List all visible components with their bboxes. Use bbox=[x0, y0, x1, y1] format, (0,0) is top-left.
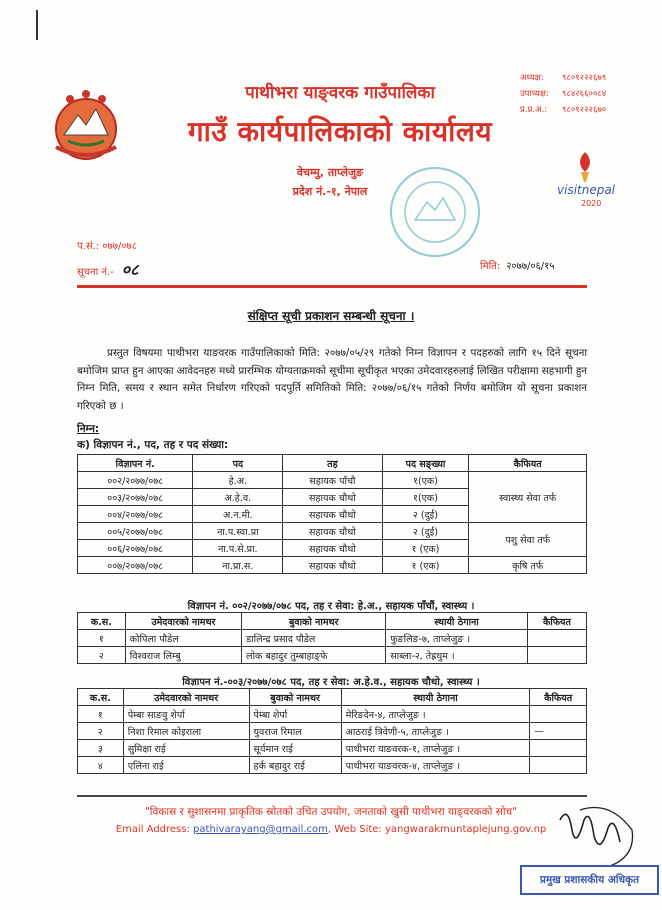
designation-stamp: प्रमुख प्रशासकीय अधिकृत bbox=[520, 865, 659, 895]
candidates-table-002 bbox=[77, 612, 587, 664]
header-divider bbox=[77, 285, 587, 288]
section-ka-heading: क) विज्ञापन नं., पद, तह र पद संख्या: bbox=[77, 439, 229, 451]
visit-nepal-logo bbox=[555, 150, 625, 210]
table-header-row: क.स. उमेदवारको नामथर बुवाको नामथर स्थायी ठेगाना कैफियत bbox=[78, 613, 587, 630]
footer-contact: Email Address: pathivarayang@gmail.com, Web Site: yangwarakmuntaplejung.gov.np bbox=[115, 824, 547, 835]
org-name-small: पाथीभरा याङ्वरक गाउँपालिका bbox=[245, 83, 435, 103]
table-header-row: विज्ञापन नं. पद तह पद सङ्ख्या कैफियत bbox=[78, 455, 587, 472]
notice-date: मिति: २०७७/०६/१५ bbox=[480, 261, 555, 272]
svg-text:visitnepal: visitnepal bbox=[557, 183, 616, 197]
notice-subject: संक्षिप्त सूची प्रकाशन सम्बन्धी सूचना । bbox=[247, 309, 415, 323]
table-row: ००४/२०७७/०७८ अ.न.मी. सहायक चौथो २ (दुई) bbox=[78, 506, 587, 523]
table2-caption: विज्ञापन नं. ००२/२०७७/०७८ पद, तह र सेवा: हे.अ., सहायक पाँचौं, स्वास्थ्य । bbox=[187, 601, 475, 612]
website-link[interactable]: yangwarakmuntaplejung.gov.np bbox=[384, 824, 547, 835]
svg-text:2020: 2020 bbox=[581, 199, 602, 208]
phone-row: अध्यक्ष: ९८०१२२२६७९ bbox=[520, 73, 607, 83]
reference-number: प.सं.: ०७७/०७८ bbox=[77, 241, 137, 252]
nepal-emblem-logo bbox=[46, 85, 126, 165]
table-row: ००२/२०७७/०७८ हे.अ. सहायक पाँचौ १(एक) स्वास्थ्य सेवा तर्फ bbox=[78, 472, 587, 489]
table-row: ३ सुमिक्षा राई सूर्यमान राई पाथीभरा याङवरक-१, ताप्लेजुङ । bbox=[78, 740, 587, 757]
table-row: ००६/२०७७/०७८ ना.प.से.प्रा. सहायक चौथो १ (एक) bbox=[78, 540, 587, 557]
notice-number: सूचना नं.- ०८ bbox=[77, 260, 139, 279]
phone-row: प्र.प्र.अ.: ९८०१२२२६७० bbox=[520, 105, 607, 115]
table-row: २ विश्वराज लिम्बु लोक बहादुर तुम्बाहाङ्फे साब्ला-२, तेह्रथुम । bbox=[78, 647, 587, 664]
pen-mark bbox=[36, 10, 38, 40]
phone-list bbox=[520, 70, 645, 118]
table-header-row: क.स. उमेदवारको नामथर बुवाको नामथर स्थायी ठेगाना कैफियत bbox=[78, 689, 587, 706]
table-row: १ पेम्बा साङवु शेर्पा पेम्बा शेर्पा मेरिङदेन-४, ताप्लेजुङ । bbox=[78, 706, 587, 723]
notice-body: प्रस्तुत विषयमा पाथीभरा याङवरक गाउँपालिकाको मिति: २०७७/०५/२९ गतेको निम्न विज्ञापन र पदहरुको लागि १५ दिने सूचना बमोजिम प्राप्त हुन आएका आवेदनहरु मध्ये प्रारम्भिक योग्यताक्रमको सूचीमा सूचीकृत भएका उमेदवारहरुलाई लिखित परीक्षामा सहभागी हुन निम्न मिति, समय र स्थान समेत निर्धारण गरिएको पदपुर्ति समितिको मिति: २०७७/०६/१५ गतेको निर्णय बमोजिम यो सूचना प्रकाशन गरिएको छ । bbox=[77, 347, 588, 412]
remark-livestock: पशु सेवा तर्फ bbox=[469, 523, 587, 557]
address-line1: वेचम्मु, ताप्लेजुङ bbox=[296, 166, 364, 179]
section-label-nimna: निम्न: bbox=[77, 423, 100, 435]
table-row: ००३/२०७७/०७८ अ.हे.व. सहायक चौथो १(एक) bbox=[78, 489, 587, 506]
remark-health: स्वास्थ्य सेवा तर्फ bbox=[469, 472, 587, 523]
address-line2: प्रदेश नं.-१, नेपाल bbox=[292, 185, 368, 198]
footer-divider bbox=[77, 795, 587, 797]
email-link[interactable]: pathivarayang@gmail.com bbox=[193, 824, 328, 835]
table-row: २ निशा रिमाल कोइराला युवराज रिमाल आठराई त्रिवेणी-५, ताप्लेजुङ । — bbox=[78, 723, 587, 740]
table-row: ४ एलिना राई हर्क बहादुर राई पाथीभरा याङवरक-४, ताप्लेजुङ । bbox=[78, 757, 587, 774]
table-row: ००७/२०७७/०७८ ना.प्रा.स. सहायक चौथो १ (एक) कृषि तर्फ bbox=[78, 557, 587, 574]
vacancy-table bbox=[77, 454, 587, 574]
candidates-table-003 bbox=[77, 688, 587, 774]
office-title: गाउँ कार्यपालिकाको कार्यालय bbox=[187, 115, 493, 148]
handwritten-signature bbox=[550, 800, 640, 870]
table3-caption: विज्ञापन नं.-००३/२०७७/०७८ पद, तह र सेवा: अ.हे.व., सहायक चौथो, स्वास्थ्य । bbox=[182, 677, 480, 688]
footer-slogan: "विकास र सुशासनमा प्राकृतिक स्रोतको उचित उपयोग, जनताको खुसी पाथीभरा याङ्वरकको सोच" bbox=[144, 806, 518, 818]
remark-agriculture: कृषि तर्फ bbox=[469, 557, 587, 574]
table-row: ००५/२०७७/०७८ ना.प.स्वा.प्रा सहायक चौथो २ (दुई) पशु सेवा तर्फ bbox=[78, 523, 587, 540]
office-seal-stamp bbox=[385, 162, 485, 262]
phone-row: उपाध्यक्ष: ९८४२६६००८४ bbox=[520, 89, 607, 99]
table-row: १ कोपिला पौडेल डालिन्द्र प्रसाद पौडेल फुङलिङ-७, ताप्लेजुङ । bbox=[78, 630, 587, 647]
